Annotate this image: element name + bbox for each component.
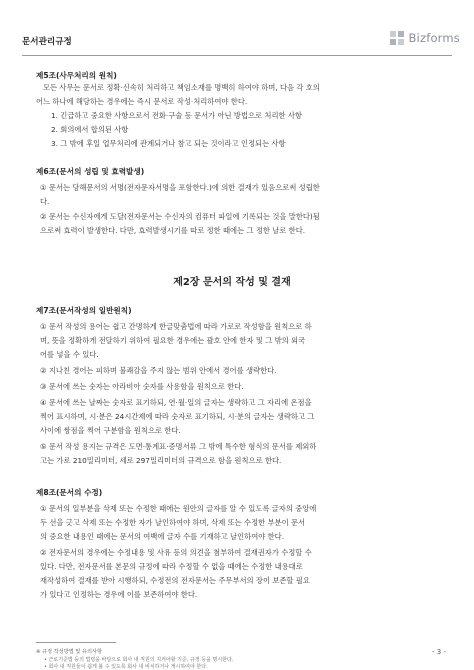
- article-8-text: ② 전자문서의 경우에는 수정내용 및 사유 등의 의견을 첨부하여 결재권자가 수정할 수: [40, 548, 312, 557]
- article-6-text: 으로써 효력이 발생한다. 다만, 효력발생시기를 따로 정한 때에는 그 정한 날로 한다.: [40, 226, 306, 235]
- page-header: [22, 30, 460, 52]
- article-7-text: ③ 문서에 쓰는 숫자는 아라비아 숫자를 사용함을 원칙으로 한다.: [40, 382, 244, 391]
- article-7-text: 사이에 쌍점을 찍어 구분함을 원칙으로 한다.: [40, 426, 181, 435]
- article-5-item: 3. 그 밖에 후일 업무처리에 관계되거나 참고 되는 것이라고 인정되는 사항: [51, 139, 286, 148]
- chapter-2-heading: 제2장 문서의 작성 및 결재: [173, 277, 291, 288]
- article-8-text: ① 문서의 일부분을 삭제 또는 수정한 때에는 원안의 글자를 알 수 있도록 글자의 중앙에: [40, 504, 317, 513]
- article-7-text: 고는 가로 210밀리미터, 세로 297밀리미터의 규격으로 함을 원칙으로 한다.: [40, 456, 282, 465]
- footnote-item: • 근로기준법 등의 법령을 바탕으로 회사 내 직원의 지켜야할 기준, 규정 등을 명시한다.: [44, 657, 234, 663]
- bizforms-logo-icon: [390, 31, 404, 45]
- article-8-text: 두 선을 긋고 삭제 또는 수정한 자가 날인하여야 하며, 삭제 또는 수정한 부분이 문서: [40, 518, 306, 527]
- article-8-text: 가 있다고 인정하는 경우에 이를 보존하여야 한다.: [40, 590, 198, 599]
- document-title: 문서관리규정: [22, 37, 72, 47]
- article-6-text: 다.: [40, 197, 50, 206]
- article-6-title: 제6조(문서의 성립 및 효력발생): [36, 167, 145, 176]
- article-5-text: 어느 하나에 해당하는 경우에는 즉시 문서로 작성·처리하여야 한다.: [36, 97, 248, 106]
- article-7-text: 찍어 표시하며, 시·분은 24시간제에 따라 숫자로 표기하되, 시·분의 글자는 생략하고 그: [40, 412, 315, 421]
- article-7-text: ① 문서 작성의 용어는 쉽고 간명하게 한글맞춤법에 따라 가로로 작성함을 원칙으로 하: [40, 322, 312, 331]
- footnote-item: • 회사 내 직원들이 쉽게 볼 수 있도록 회사 내 비치하거나 게시하여야 한다.: [44, 664, 208, 670]
- article-7-text: ② 지나친 경어는 피하며 불쾌감을 주지 않는 범위 안에서 경어를 생략한다.: [40, 366, 277, 375]
- article-5-item: 2. 회의에서 합의된 사항: [51, 125, 129, 134]
- article-7-text: ④ 문서에 쓰는 날짜는 숫자로 표기하되, 연·월·일의 글자는 생략하고 그 자리에 온점을: [40, 398, 312, 407]
- article-6-text: ① 문서는 당해문서의 서명(전자문자서명을 포함한다.)에 의한 결재가 있음으로써 성립한: [40, 183, 320, 192]
- brand: [390, 31, 460, 45]
- article-5-item: 1. 긴급하고 중요한 사항으로서 전화·구술 등 문서가 아닌 방법으로 처리한 사항: [51, 111, 302, 120]
- footnote-title: ※ 규정 작성방법 및 유의사항: [36, 649, 103, 655]
- article-5-text: 모든 사무는 문서로 정확·신속히 처리하고 책임소재를 명백히 하여야 하며, 다음 각 호의: [43, 83, 320, 92]
- article-7-text: ⑤ 문서 작성 용지는 규격은 도면·통계표·증명서류 그 밖에 특수한 형식의 문서를 제외하: [40, 442, 317, 451]
- brand-name: Bizforms: [408, 31, 460, 45]
- article-5-title: 제5조(사무처리의 원칙): [36, 71, 117, 80]
- header-divider: [22, 55, 452, 56]
- article-6-text: ② 문서는 수신자에게 도달(전자문서는 수신자의 컴퓨터 파일에 기록되는 것을 말한다)됨: [40, 212, 320, 221]
- page-number: - 3 -: [432, 648, 446, 656]
- article-8-text: 재작성하여 결재를 받아 시행하되, 수정전의 전자문서는 주무부서의 장이 보존할 필요: [40, 576, 310, 585]
- article-7-text: 며, 뜻을 정확하게 전달하기 위하여 필요한 경우에는 괄호 안에 한자 및 그 밖의 외국: [40, 336, 306, 345]
- article-7-text: 어를 넣을 수 있다.: [40, 350, 99, 359]
- footnote-divider: [36, 642, 116, 643]
- article-8-title: 제8조(문서의 수정): [36, 488, 103, 497]
- article-8-text: 의 중요한 내용인 때에는 문서의 여백에 글자 수를 기재하고 날인하여야 한다.: [40, 532, 285, 541]
- article-8-text: 있다. 다만, 전자문서를 본문의 규정에 따라 수정할 수 없을 때에는 수정한 내용대로: [40, 562, 303, 571]
- article-7-title: 제7조(문서작성의 일반원칙): [36, 306, 132, 315]
